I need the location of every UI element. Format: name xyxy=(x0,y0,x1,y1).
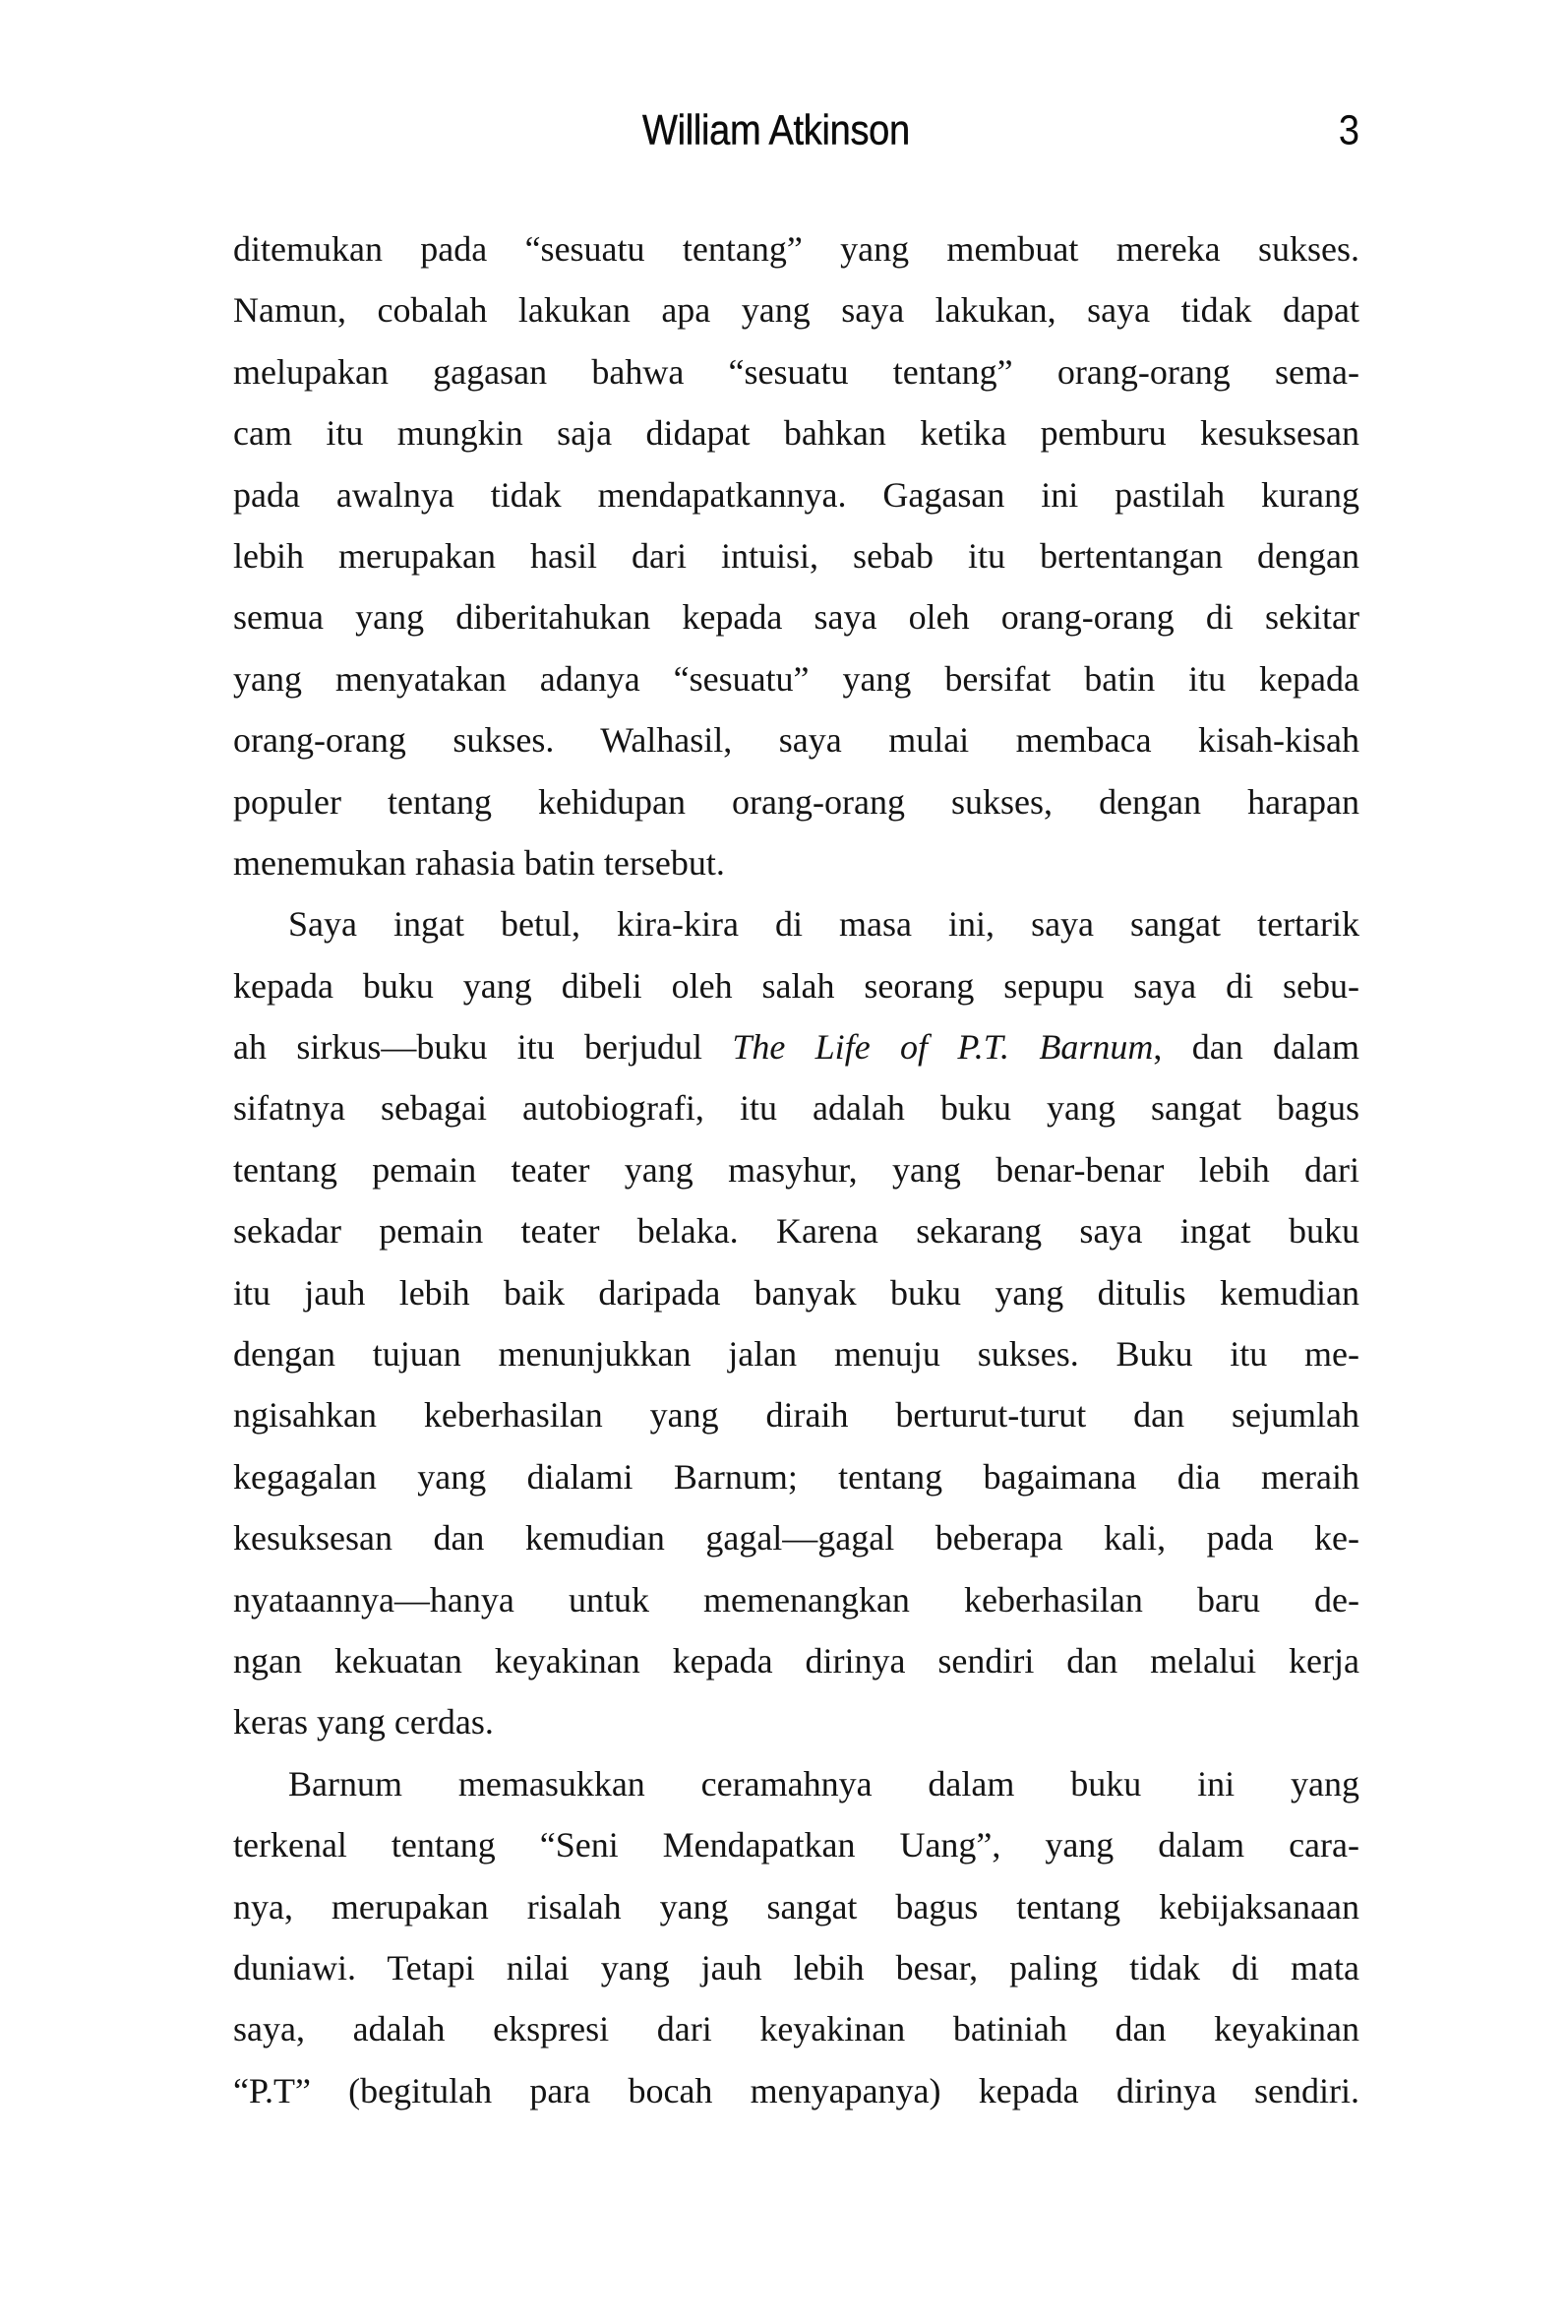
page-number: 3 xyxy=(1338,107,1359,154)
text-line: menemukan rahasia batin tersebut. xyxy=(233,842,725,883)
text-line: lebih merupakan hasil dari intuisi, sebab itu bertentangan dengan xyxy=(233,535,1359,576)
text-line: yang menyatakan adanya “sesuatu” yang bersifat batin itu kepada xyxy=(233,658,1359,699)
text-line: terkenal tentang “Seni Mendapatkan Uang”, yang dalam cara- xyxy=(233,1825,1359,1865)
text-line: sekadar pemain teater belaka. Karena sekarang saya ingat buku xyxy=(233,1211,1359,1252)
text-line: kegagalan yang dialami Barnum; tentang bagaimana dia meraih xyxy=(233,1456,1359,1497)
text-run: ah sirkus—buku itu berjudul xyxy=(233,1027,733,1068)
text-line: itu jauh lebih baik daripada banyak buku yang ditulis kemudian xyxy=(233,1272,1359,1313)
text-line: ngisahkan keberhasilan yang diraih berturut-turut dan sejumlah xyxy=(233,1395,1359,1436)
text-line: keras yang cerdas. xyxy=(233,1702,494,1743)
text-line: “P.T” (begitulah para bocah menyapanya) kepada dirinya sendiri. xyxy=(233,2070,1359,2110)
paragraph xyxy=(233,1753,1359,2121)
text-line: semua yang diberitahukan kepada saya oleh orang-orang di sekitar xyxy=(233,597,1359,638)
book-title-italic: The Life of P.T. Barnum xyxy=(732,1027,1154,1068)
text-line: ngan kekuatan keyakinan kepada dirinya sendiri dan melalui kerja xyxy=(233,1640,1359,1681)
text-line: tentang pemain teater yang masyhur, yang benar-benar lebih dari xyxy=(233,1149,1359,1190)
running-head xyxy=(233,107,1359,159)
text-line: saya, adalah ekspresi dari keyakinan batiniah dan keyakinan xyxy=(233,2009,1359,2049)
text-run: , dan dalam xyxy=(1153,1027,1360,1068)
text-line xyxy=(233,1016,1359,1077)
text-line: Namun, cobalah lakukan apa yang saya lakukan, saya tidak dapat xyxy=(233,290,1359,331)
text-line: nya, merupakan risalah yang sangat bagus tentang kebijaksanaan xyxy=(233,1886,1359,1926)
text-line: ditemukan pada “sesuatu tentang” yang membuat mereka sukses. xyxy=(233,229,1359,269)
text-line: Barnum memasukkan ceramahnya dalam buku ini yang xyxy=(288,1763,1359,1804)
text-line: kepada buku yang dibeli oleh salah seorang sepupu saya di sebu- xyxy=(233,965,1359,1006)
running-head-author: William Atkinson xyxy=(642,107,910,154)
text-line: Saya ingat betul, kira-kira di masa ini, saya sangat tertarik xyxy=(288,904,1359,945)
text-line: dengan tujuan menunjukkan jalan menuju sukses. Buku itu me- xyxy=(233,1334,1359,1375)
text-line: cam itu mungkin saja didapat bahkan ketika pemburu kesuksesan xyxy=(233,413,1359,454)
paragraph xyxy=(233,893,1359,1752)
text-line: pada awalnya tidak mendapatkannya. Gagasan ini pastilah kurang xyxy=(233,474,1359,515)
text-line: duniawi. Tetapi nilai yang jauh lebih besar, paling tidak di mata xyxy=(233,1947,1359,1988)
text-line: kesuksesan dan kemudian gagal—gagal beberapa kali, pada ke- xyxy=(233,1518,1359,1559)
text-line: nyataannya—hanya untuk memenangkan keberhasilan baru de- xyxy=(233,1579,1359,1620)
text-line: melupakan gagasan bahwa “sesuatu tentang” orang-orang sema- xyxy=(233,351,1359,392)
text-line: orang-orang sukses. Walhasil, saya mulai membaca kisah-kisah xyxy=(233,720,1359,761)
text-line: sifatnya sebagai autobiografi, itu adalah buku yang sangat bagus xyxy=(233,1088,1359,1129)
text-line: populer tentang kehidupan orang-orang sukses, dengan harapan xyxy=(233,781,1359,822)
body-text xyxy=(233,218,1359,2121)
paragraph xyxy=(233,218,1359,893)
